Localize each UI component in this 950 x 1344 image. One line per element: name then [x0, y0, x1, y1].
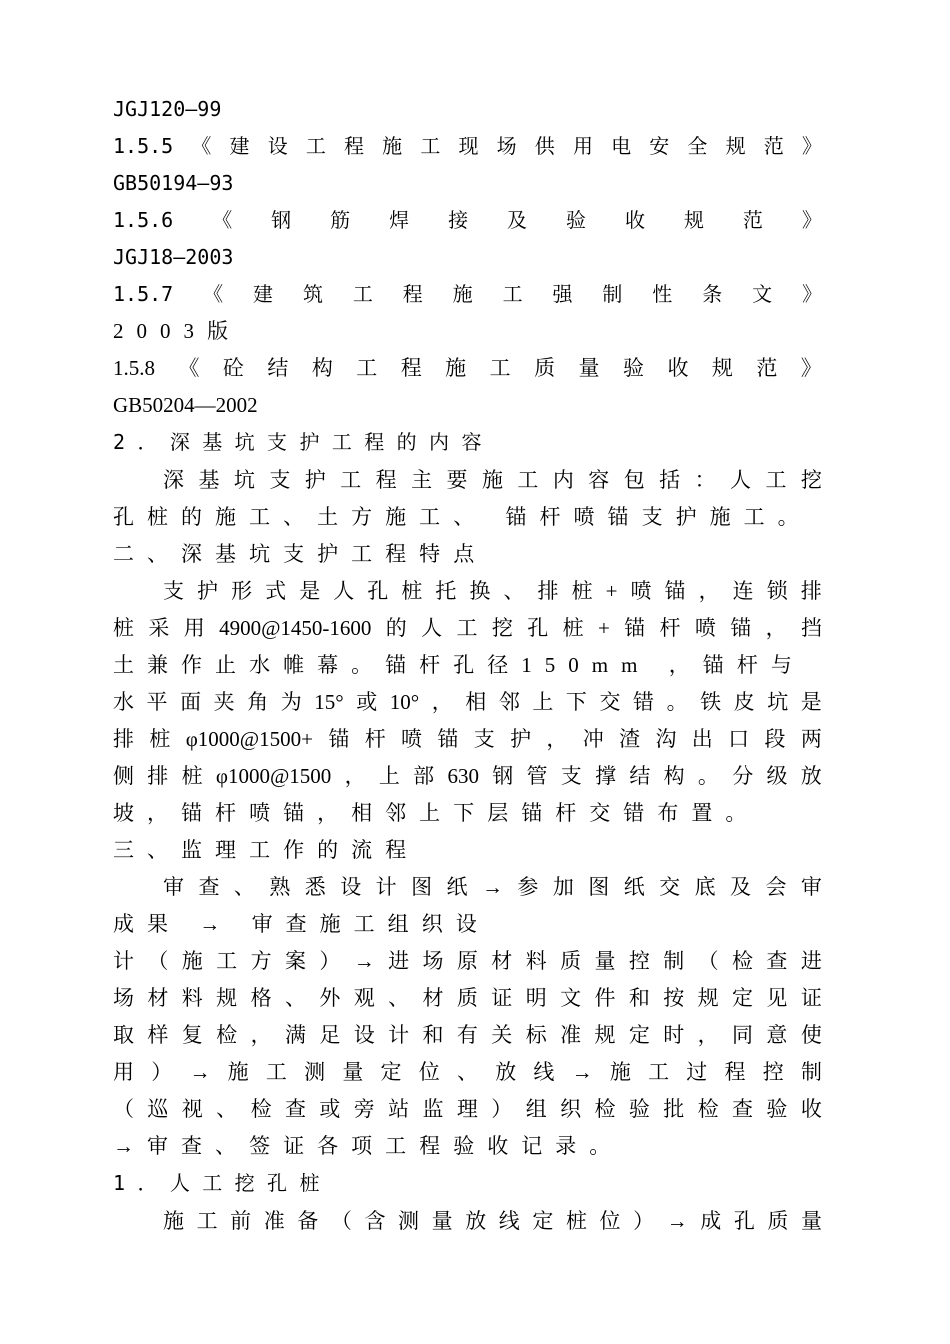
line-text: 二、深基坑支护工程特点: [113, 542, 488, 566]
line-text: 深 基 坑 支 护 工 程 主 要 施 工 内 容 包 括 ： 人 工 挖: [163, 468, 822, 492]
line-text: 桩 采 用 4900@1450-1600 的 人 工 挖 孔 桩 + 锚 杆 喷 锚 ， 挡: [113, 616, 822, 640]
line-text: 场 材 料 规 格 、 外 观 、 材 质 证 明 文 件 和 按 规 定 见 证: [113, 986, 822, 1010]
line-text: 支 护 形 式 是 人 孔 桩 托 换 、 排 桩 + 喷 锚 ， 连 锁 排: [163, 579, 822, 603]
text-line: [163, 1203, 822, 1240]
text-line: [113, 684, 822, 721]
line-text: 1.5.7 《 建 筑 工 程 施 工 强 制 性 条 文 》: [113, 282, 822, 306]
text-line: [113, 721, 822, 758]
line-text: 土兼作止水帷幕。锚杆孔径150mm ，锚杆与: [113, 653, 805, 677]
line-text: （ 巡 视 、 检 查 或 旁 站 监 理 ） 组 织 检 验 批 检 查 验 收: [113, 1097, 822, 1121]
text-line: [113, 165, 233, 202]
line-text: GB50204—2002: [113, 393, 258, 417]
line-text: 2．深基坑支护工程的内容: [113, 430, 494, 454]
text-line: [113, 906, 490, 943]
line-text: 水 平 面 夹 角 为 15° 或 10° ， 相 邻 上 下 交 错 。 铁 皮 坑 是: [113, 690, 822, 714]
line-text: 成果 → 审查施工组织设: [113, 912, 490, 936]
line-text: 三、监理工作的流程: [113, 838, 420, 862]
line-text: →审查、签证各项工程验收记录。: [113, 1134, 624, 1158]
line-text: 1．人工挖孔桩: [113, 1171, 332, 1195]
text-line: [113, 1165, 332, 1202]
text-line: [113, 536, 487, 573]
line-text: 1.5.5 《 建 设 工 程 施 工 现 场 供 用 电 安 全 规 范 》: [113, 134, 822, 158]
line-text: 取 样 复 检 ， 满 足 设 计 和 有 关 标 准 规 定 时 ， 同 意 使: [113, 1023, 822, 1047]
text-line: [163, 869, 822, 906]
text-line: [113, 795, 759, 832]
text-line: [113, 1091, 822, 1128]
line-text: 审 查 、 熟 悉 设 计 图 纸 → 参 加 图 纸 交 底 及 会 审: [163, 875, 822, 899]
text-line: [113, 91, 221, 128]
text-line: [113, 239, 233, 276]
line-text: 1.5.8 《 砼 结 构 工 程 施 工 质 量 验 收 规 范 》: [113, 356, 822, 380]
text-line: [163, 462, 822, 499]
line-text: 施 工 前 准 备 （ 含 测 量 放 线 定 桩 位 ） → 成 孔 质 量: [163, 1209, 822, 1233]
text-line: [113, 610, 822, 647]
text-line: [113, 313, 241, 350]
line-text: 1.5.6 《 钢 筋 焊 接 及 验 收 规 范 》: [113, 208, 822, 232]
line-text: 坡，锚杆喷锚，相邻上下层锚杆交错布置。: [113, 801, 760, 825]
line-text: JGJ120—99: [113, 97, 222, 121]
text-line: [113, 1017, 822, 1054]
line-text: JGJ18—2003: [113, 245, 234, 269]
line-text: GB50194—93: [113, 171, 234, 195]
text-line: [113, 1128, 623, 1165]
text-line: [113, 128, 822, 165]
line-text: 侧 排 桩 φ1000@1500 ， 上 部 630 钢 管 支 撑 结 构 。 分 级 放: [113, 764, 822, 788]
text-line: [113, 943, 822, 980]
text-line: [113, 1054, 822, 1091]
text-line: [113, 424, 494, 461]
text-line: [113, 832, 419, 869]
text-line: [113, 202, 822, 239]
text-line: [113, 758, 822, 795]
text-line: [113, 499, 812, 536]
line-text: 排 桩 φ1000@1500+ 锚 杆 喷 锚 支 护 ， 冲 渣 沟 出 口 段 两: [113, 727, 822, 751]
text-line: [113, 980, 822, 1017]
text-line: [113, 276, 822, 313]
text-line: [113, 647, 805, 684]
line-text: 孔桩的施工、土方施工、 锚杆喷锚支护施工。: [113, 505, 812, 529]
text-line: [113, 387, 258, 424]
text-line: [163, 573, 822, 610]
line-text: 2003版: [113, 319, 242, 343]
line-text: 用 ） → 施 工 测 量 定 位 、 放 线 → 施 工 过 程 控 制: [113, 1060, 822, 1084]
line-text: 计 （ 施 工 方 案 ） → 进 场 原 材 料 质 量 控 制 （ 检 查 进: [113, 949, 822, 973]
text-line: [113, 350, 822, 387]
